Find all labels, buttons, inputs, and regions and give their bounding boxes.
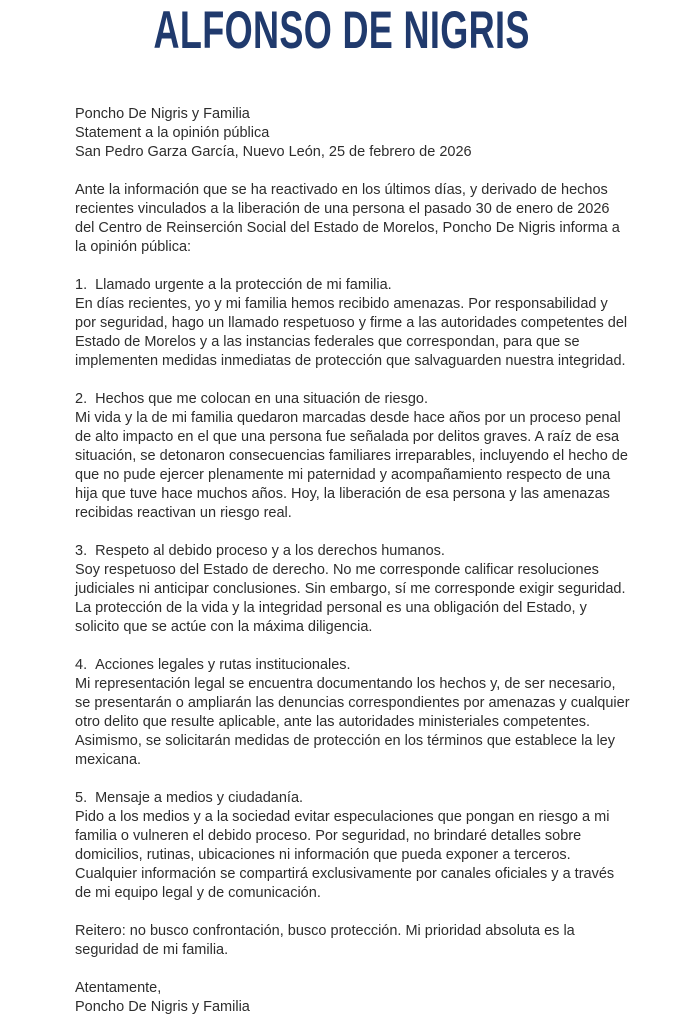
section-body: Pido a los medios y a la sociedad evitar especulaciones que pongan en riesgo a mi familia o vulneren el debido proceso. Por seguridad, no brindaré detalles sobre domicilios, rutinas, ubicaciones ni información que pueda exponer a terceros. Cualquier información se compartirá exclusivamente por canales oficiales y a través de mi equipo legal y de comunicación. (75, 809, 615, 901)
section-body: Mi vida y la de mi familia quedaron marcadas desde hace años por un proceso penal de alto impacto en el que una persona fue señalada por delitos graves. A raíz de esa situación, se detonaron consecuencias familiares irreparables, incluyendo el hecho de que no pude ejercer plenamente mi paternidad y acompañamiento respecto de una hija que tuve hace muchos años. Hoy, la liberación de esa persona y las amenazas recibidas reactivan un riesgo real. (75, 410, 628, 521)
section-heading (75, 276, 631, 295)
signature-name: Poncho De Nigris y Familia (75, 999, 250, 1015)
section-number: 5. (75, 790, 88, 806)
meta-author: Poncho De Nigris y Familia (75, 106, 250, 122)
section-body: Soy respetuoso del Estado de derecho. No me corresponde calificar resoluciones judiciales ni anticipar conclusiones. Sin embargo, sí me corresponde exigir seguridad. La protección de la vida y la integridad personal es una obligación del Estado, y solicito que se actúe con la máxima diligencia. (75, 562, 626, 635)
section-title: Acciones legales y rutas institucionales. (95, 657, 351, 673)
section (75, 276, 631, 371)
page-title: ALFONSO DE NIGRIS (153, 1, 530, 60)
signoff (75, 979, 631, 1017)
section-number: 4. (75, 657, 88, 673)
section-number: 1. (75, 277, 88, 293)
section-number: 2. (75, 391, 88, 407)
section-number: 3. (75, 543, 88, 559)
letter-meta (75, 105, 631, 162)
section-body: En días recientes, yo y mi familia hemos recibido amenazas. Por responsabilidad y por seguridad, hago un llamado respetuoso y firme a las autoridades competentes del Estado de Morelos y a las instancias federales que correspondan, para que se implementen medidas inmediatas de protección que salvaguarden nuestra integridad. (75, 296, 628, 369)
intro-paragraph: Ante la información que se ha reactivado en los últimos días, y derivado de hechos recientes vinculados a la liberación de una persona el pasado 30 de enero de 2026 del Centro de Reinserción Social del Estado de Morelos, Poncho De Nigris informa a la opinión pública: (75, 182, 620, 255)
section-heading (75, 656, 631, 675)
section (75, 542, 631, 637)
section (75, 390, 631, 523)
section (75, 789, 631, 903)
section-title: Hechos que me colocan en una situación de riesgo. (95, 391, 428, 407)
letterhead (0, 0, 683, 60)
meta-subject: Statement a la opinión pública (75, 125, 270, 141)
section-title: Mensaje a medios y ciudadanía. (95, 790, 304, 806)
section-heading (75, 390, 631, 409)
closing-paragraph: Reitero: no busco confrontación, busco protección. Mi prioridad absoluta es la seguridad de mi familia. (75, 923, 575, 958)
section-title: Llamado urgente a la protección de mi familia. (95, 277, 392, 293)
signoff-salutation: Atentamente, (75, 980, 162, 996)
meta-dateline: San Pedro Garza García, Nuevo León, 25 de febrero de 2026 (75, 144, 472, 160)
section-body: Mi representación legal se encuentra documentando los hechos y, de ser necesario, se presentarán o ampliarán las denuncias correspondientes por amenazas y cualquier otro delito que resulte aplicable, ante las autoridades ministeriales competentes. Asimismo, se solicitarán medidas de protección en los términos que establece la ley mexicana. (75, 676, 630, 768)
section-title: Respeto al debido proceso y a los derechos humanos. (95, 543, 445, 559)
section-heading (75, 542, 631, 561)
section (75, 656, 631, 770)
letter-body (0, 60, 683, 1017)
section-heading (75, 789, 631, 808)
